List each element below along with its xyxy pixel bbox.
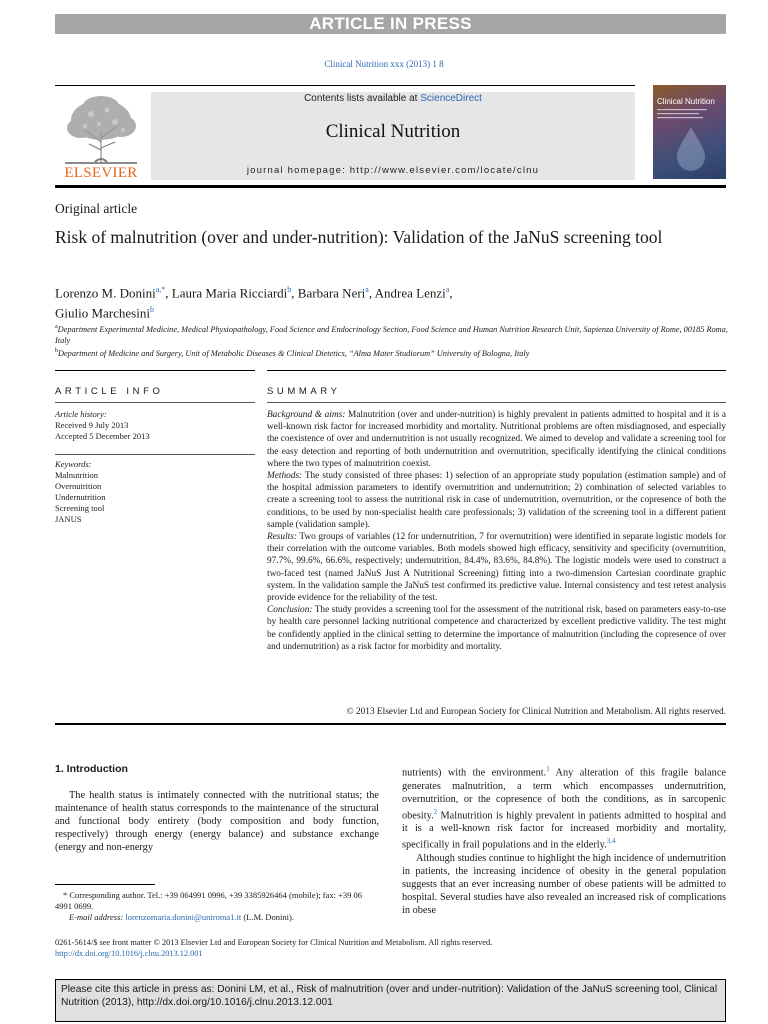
intro-right-text-a: nutrients) with the environment.: [402, 767, 547, 779]
contents-prefix: Contents lists available at: [304, 93, 421, 104]
header-top-rule: [55, 85, 635, 86]
author-affiliation-mark[interactable]: a: [365, 285, 369, 294]
footnote-rule: [55, 884, 155, 885]
header-bottom-rule: [55, 185, 726, 188]
affiliation-text: Department of Medicine and Surgery, Unit of Metabolic Diseases & Clinical Dietetics, “Alma Mater Studiorum” University of Bologna, Italy: [58, 348, 530, 358]
summary-background: [267, 409, 726, 470]
article-info-heading: ARTICLE INFO: [55, 386, 164, 397]
email-line: [55, 912, 379, 923]
email-suffix: (L.M. Donini).: [243, 912, 294, 922]
contents-available-line: [151, 93, 635, 104]
citation-ref-link[interactable]: 2: [433, 807, 438, 816]
journal-title: Clinical Nutrition: [325, 121, 461, 142]
keywords-label: Keywords:: [55, 459, 92, 469]
author-affiliation-mark[interactable]: b: [287, 285, 292, 294]
corresponding-author-footnote: [55, 890, 379, 923]
author-name: Laura Maria Ricciardi: [171, 285, 288, 301]
journal-reference-link[interactable]: Clinical Nutrition xxx (2013) 1 8: [324, 59, 444, 69]
author-separator: ,: [368, 285, 375, 301]
author-affiliation-mark[interactable]: b: [149, 305, 154, 315]
affiliation-mark: a: [55, 324, 58, 330]
methods-text: The study consisted of three phases: 1) selection of an appropriate study population (estimation sample) and of the hospital admission parameters to identify overnutrition and undernutrition; 2) combination of selected variables to create a screening tool to assess the nutritional risk in case of undernutrition, overnutrition, or the copresence of both the conditions, to be used by non-specialist health care professionals; 3) validation of the screening tool in a different patient sample (validation sample).: [267, 471, 727, 530]
cite-this-article-box: Please cite this article in press as: Donini LM, et al., Risk of malnutrition (over and under-nutrition): Validation of the JaNuS screening tool, Clinical Nutrition (2013), http://dx.doi.org/10.1016/j.clnu.2013.12.001: [55, 979, 726, 1022]
sciencedirect-link[interactable]: ScienceDirect: [420, 93, 482, 104]
intro-left-paragraph: The health status is intimately connected with the nutritional status; the maintenance of health status corresponds to the maintenance of the structural and functional body entirety (body composition and body function, respectively) through energy (energy balance) and substance exchange (energy and non-energy: [55, 790, 379, 854]
summary-bottom-rule: [55, 723, 726, 725]
journal-homepage-link[interactable]: journal homepage: http://www.elsevier.com/locate/clnu: [246, 165, 540, 176]
keyword-item: Screening tool: [55, 503, 105, 513]
summary-top-rule: [267, 370, 726, 371]
article-in-press-banner: ARTICLE IN PRESS: [55, 14, 726, 34]
article-title: Risk of malnutrition (over and under-nutrition): Validation of the JaNuS screening tool: [55, 227, 663, 247]
issn-line: 0261-5614/$ see front matter © 2013 Elsevier Ltd and European Society for Clinical Nutrition and Metabolism. All rights reserved.: [55, 938, 493, 947]
summary-copyright: © 2013 Elsevier Ltd and European Society for Clinical Nutrition and Metabolism. All rights reserved.: [346, 707, 726, 717]
intro-right-text-b: Any alteration of this fragile balance generates malnutrition, a term which encompasses undernutrition, overnutrition, or the copresence of both the conditions, as in sarcopenic obesity.: [402, 767, 726, 822]
cover-title: Clinical Nutrition: [657, 97, 715, 106]
email-link[interactable]: lorenzomaria.donini@uniroma1.it: [125, 912, 242, 922]
author-name: Andrea Lenzi: [374, 285, 446, 301]
keyword-item: Malnutrition: [55, 470, 98, 480]
results-label: Results:: [267, 532, 297, 543]
accepted-date: Accepted 5 December 2013: [55, 431, 150, 441]
affiliation-text: Department Experimental Medicine, Medical Physiopathology, Food Science and Endocrinology Section, Food Science and Human Nutrition Research Unit, Sapienza University of Rome, 00185 Roma, Italy: [55, 324, 728, 345]
author-separator: ,: [291, 285, 298, 301]
journal-cover-image[interactable]: [653, 85, 726, 179]
conclusion-label: Conclusion:: [267, 605, 313, 616]
author-affiliation-mark[interactable]: a: [445, 285, 450, 294]
methods-label: Methods:: [267, 471, 303, 482]
background-label: Background & aims:: [267, 410, 346, 420]
article-history-label: Article history:: [55, 409, 107, 419]
results-text: Two groups of variables (12 for undernutrition, 7 for overnutrition) were identified in separate logistic models for their correlation with the outcome variables. Both models showed high efficacy, sensitivity and specificity (overnutrition, 97.7%, 99.6%, 66.6%, respectively; undernutrition, 84.4%, 83.6%, 84.8%). The logistic models were used to construct a two-faced test (named JaNuS Just A Nutritional Screening) fitting into a two-dimension Cartesian coordinate graphic system. In the validation sample the JaNuS test confirmed its predictive value. Internal consistency and test retest analysis provide evidence for the reliability of the test.: [267, 532, 727, 604]
citation-ref-link[interactable]: 1: [546, 765, 550, 773]
summary-conclusion: [267, 604, 726, 653]
affiliation-mark: b: [55, 347, 58, 354]
summary-methods: [267, 470, 726, 531]
keywords-rule: [55, 454, 255, 455]
intro-right-paragraph-2: Although studies continue to highlight the high incidence of undernutrition in patients, the increasing incidence of obesity in the general population suggests that an ever increasing number of obese patients will be admitted to hospital. Several studies have also revealed an increased risk of complications in obese: [402, 852, 726, 917]
author-name: Lorenzo M. Donini: [55, 285, 156, 301]
citation-ref-link[interactable]: 3,4: [606, 837, 616, 846]
summary-text: [267, 409, 726, 653]
author-name: Giulio Marchesini: [55, 305, 150, 321]
introduction-heading: 1. Introduction: [55, 763, 128, 775]
author-separator: ,: [449, 285, 453, 301]
keyword-item: Undernutrition: [55, 492, 106, 502]
keyword-item: Overnutrition: [55, 481, 102, 491]
cover-drop-icon: [673, 125, 709, 171]
doi-link[interactable]: http://dx.doi.org/10.1016/j.clnu.2013.12.001: [55, 949, 203, 958]
intro-right-text-c: Malnutrition is highly prevalent in patients admitted to hospital and it is a well-known risk factor for increased morbidity and mortality, specifically in frail populations and in the elderly.: [402, 810, 726, 851]
summary-heading: SUMMARY: [267, 386, 341, 397]
info-heading-rule: [55, 402, 255, 403]
affiliation-item: [55, 322, 735, 346]
keyword-item: JANUS: [55, 514, 82, 524]
email-label: E-mail address:: [69, 912, 124, 922]
affiliations: [55, 322, 735, 359]
summary-results: [267, 531, 726, 604]
intro-right-column: [402, 763, 726, 917]
author-name: Barbara Neri: [297, 285, 366, 301]
elsevier-wordmark: ELSEVIER: [64, 165, 138, 181]
affiliation-item: [55, 346, 735, 359]
issn-block: [55, 937, 735, 959]
info-top-rule: [55, 370, 255, 371]
cover-subtitle-text: [657, 107, 722, 122]
author-separator: ,: [165, 285, 172, 301]
corresponding-author-text: * Corresponding author. Tel.: +39 064991 0996, +39 3385926464 (mobile); fax: +39 06 4991 0699.: [55, 890, 363, 911]
conclusion-text: The study provides a screening tool for the assessment of the nutritional risk, based on parameters easy-to-use by health care personnel lacking nutritional competence and characterized by excellent predictive validity. The test might be confidently applied in the clinical setting to determine the importance of malnutrition (including the copresence of over and undernutrition) as a risk factor for morbidity and mortality.: [267, 605, 727, 652]
summary-heading-rule: [267, 402, 726, 403]
article-type: Original article: [55, 201, 138, 216]
received-date: Received 9 July 2013: [55, 420, 129, 430]
author-affiliation-mark[interactable]: a,*: [155, 285, 166, 294]
author-list: [55, 281, 695, 322]
background-text: Malnutrition (over and under-nutrition) is highly prevalent in patients admitted to hospital and it is a well-known risk factor for increased morbidity and mortality. Nutritional problems are often misdiagnosed, and especially the coexistence of over and undernutrition is not usually recognized. We aimed to develop and validate a screening tool for the easy detection and reporting of both undernutrition and overnutrition, specifically identifying the clinical conditions where the two types of malnutrition coexist.: [267, 410, 727, 469]
